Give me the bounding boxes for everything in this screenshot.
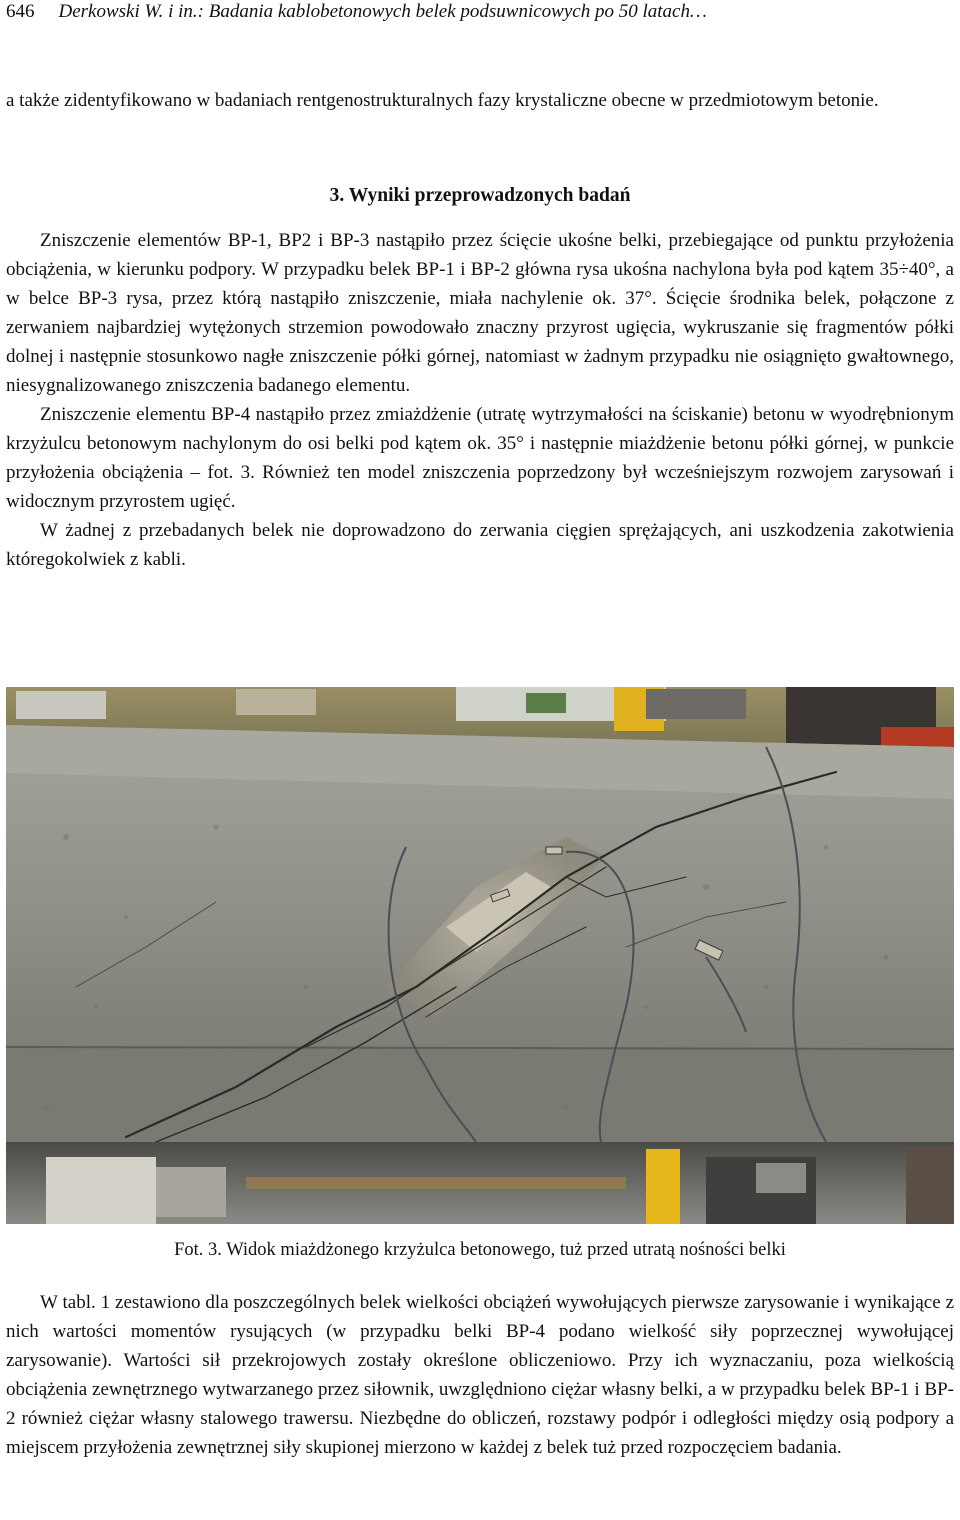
section-body [6, 226, 954, 574]
running-title: Derkowski W. i in.: Badania kablobetonowych belek podsuwnicowych po 50 latach… [58, 1, 707, 22]
running-header [6, 0, 954, 28]
body-paragraph-1: Zniszczenie elementów BP-1, BP2 i BP-3 nastąpiło przez ścięcie ukośne belki, przebiegające od punktu przyłożenia obciążenia, w kierunku podpory. W przypadku belek BP-1 i BP-2 główna rysa ukośna nachylona była pod kątem 35÷40°, a w belce BP-3 rysa, przez którą nastąpiło zniszczenie, miała nachylenie ok. 37°. Ścięcie środnika belek, połączone z zerwaniem najbardziej wytężonych strzemion powodowało znaczny przyrost ugięcia, wykruszanie się fragmentów półki dolnej i następnie stosunkowo nagłe zniszczenie półki górnej, natomiast w żadnym przypadku nie osiągnięto gwałtownego, niesygnalizowanego zniszczenia badanego elementu. [6, 230, 954, 396]
figure-caption: Fot. 3. Widok miażdżonego krzyżulca betonowego, tuż przed utratą nośności belki [174, 1240, 786, 1260]
photo-damaged-beam [6, 687, 954, 1224]
body-paragraph-2: Zniszczenie elementu BP-4 nastąpiło przez zmiażdżenie (utratę wytrzymałości na ściskanie) betonu w wyodrębnionym krzyżulcu betonowym nachylonym do osi belki pod kątem ok. 35° i następnie miażdżenie betonu półki górnej, w punkcie przyłożenia obciążenia – fot. 3. Również ten model zniszczenia poprzedzony był wcześniejszym rozwojem zarysowań i widocznym przyrostem ugięć. [6, 404, 954, 512]
intro-paragraph: a także zidentyfikowano w badaniach rentgenostrukturalnych fazy krystaliczne obecne w przedmiotowym betonie. [6, 90, 879, 111]
closing-paragraph: W tabl. 1 zestawiono dla poszczególnych belek wielkości obciążeń wywołujących pierwsze zarysowanie i wynikające z nich wartości momentów rysujących (w przypadku belki BP-4 podano wielkość siły poprzecznej wywołującej zarysowanie). Wartości sił przekrojowych zostały określone obliczeniowo. Przy ich wyznaczaniu, poza wielkością obciążenia zewnętrznego wytwarzanego przez siłownik, uwzględniono ciężar własny belki, a w przypadku belek BP-1 i BP-2 również ciężar własny stalowego trawersu. Niezbędne do obliczeń, rozstawy podpór i odległości między osią podpory a miejscem przyłożenia zewnętrznej siły skupionej mierzono w każdej z belek tuż przed rozpoczęciem badania. [6, 1292, 954, 1458]
section-title: 3. Wyniki przeprowadzonych badań [329, 185, 631, 206]
page-number: 646 [6, 1, 35, 22]
body-paragraph-3: W żadnej z przebadanych belek nie doprowadzono do zerwania cięgien sprężających, ani uszkodzenia zakotwienia któregokolwiek z kabli. [6, 520, 954, 570]
